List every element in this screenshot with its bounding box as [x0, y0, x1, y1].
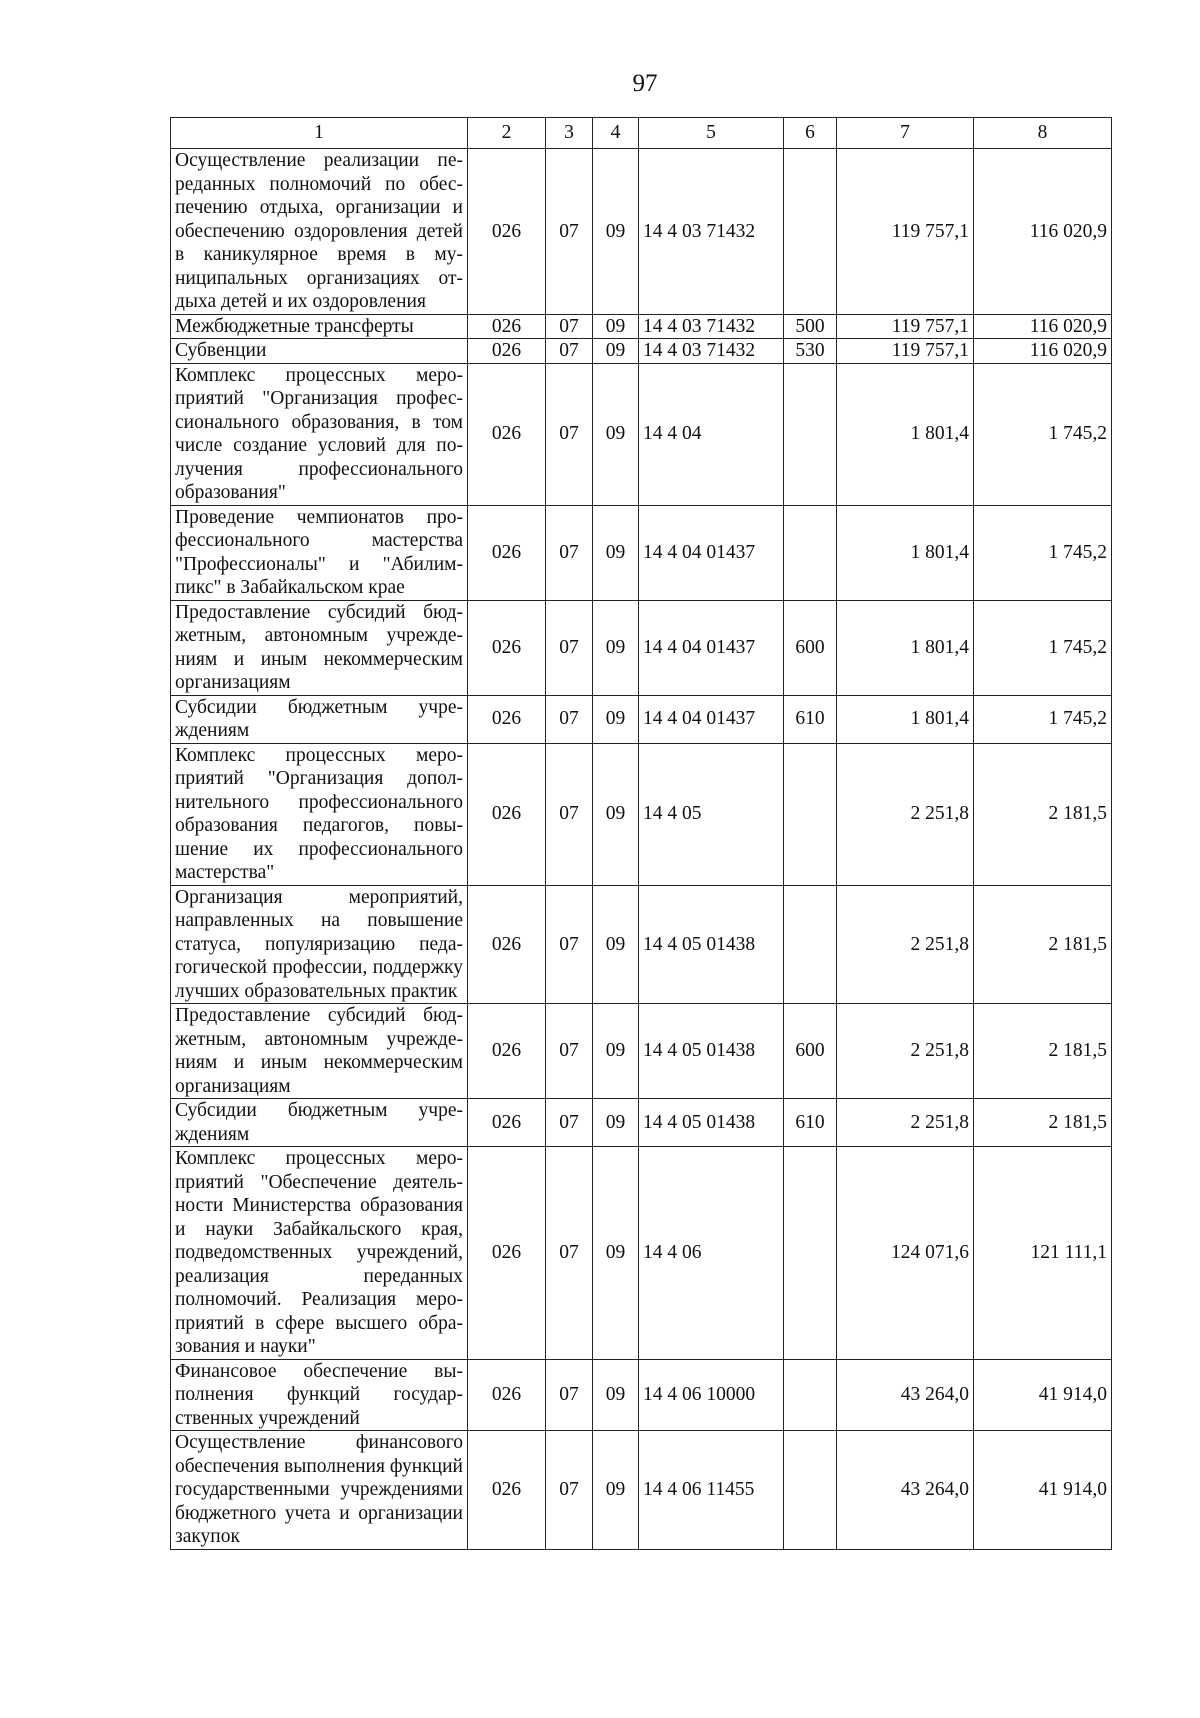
cell-ministry-code: 026 — [468, 314, 546, 339]
cell-subsection: 09 — [593, 363, 639, 505]
page-number: 97 — [632, 70, 658, 97]
header-cell: 4 — [593, 118, 639, 149]
cell-amount-year1: 1 801,4 — [837, 695, 974, 743]
cell-expense-type: 530 — [784, 339, 837, 364]
cell-amount-year1: 2 251,8 — [837, 1099, 974, 1147]
header-row — [171, 118, 1112, 149]
table-row — [171, 695, 1112, 743]
cell-expense-type — [784, 149, 837, 315]
cell-subsection: 09 — [593, 695, 639, 743]
table-row — [171, 339, 1112, 364]
cell-name: Субсидии бюджетным учреждениям — [171, 695, 468, 743]
cell-amount-year2: 41 914,0 — [974, 1359, 1112, 1431]
cell-amount-year1: 119 757,1 — [837, 149, 974, 315]
cell-name: Комплекс процессных мероприятий "Обеспечение деятельности Министерства образования и науки Забайкальского края, подведомственных учреждений, реализация переданных полномочий. Реализация мероприятий в сфере высшего образования и науки" — [171, 1147, 468, 1360]
cell-ministry-code: 026 — [468, 1147, 546, 1360]
cell-expense-type — [784, 1359, 837, 1431]
cell-amount-year2: 121 111,1 — [974, 1147, 1112, 1360]
cell-amount-year1: 1 801,4 — [837, 505, 974, 600]
cell-section: 07 — [546, 1359, 593, 1431]
cell-amount-year1: 43 264,0 — [837, 1431, 974, 1550]
table-row — [171, 1099, 1112, 1147]
cell-ministry-code: 026 — [468, 1004, 546, 1099]
table-row — [171, 600, 1112, 695]
cell-amount-year1: 1 801,4 — [837, 363, 974, 505]
header-cell: 5 — [639, 118, 784, 149]
cell-expense-type: 600 — [784, 600, 837, 695]
cell-expense-type: 610 — [784, 695, 837, 743]
cell-amount-year2: 116 020,9 — [974, 149, 1112, 315]
cell-expense-type — [784, 1431, 837, 1550]
cell-section: 07 — [546, 339, 593, 364]
cell-ministry-code: 026 — [468, 885, 546, 1004]
cell-name: Организация мероприятий, направленных на повышение статуса, популяризацию педагогической профессии, поддержку лучших образовательных практик — [171, 885, 468, 1004]
cell-subsection: 09 — [593, 1099, 639, 1147]
cell-expense-type — [784, 885, 837, 1004]
cell-name: Проведение чемпионатов профессионального мастерства "Профессионалы" и "Абилимпикс" в Забайкальском крае — [171, 505, 468, 600]
cell-amount-year2: 2 181,5 — [974, 743, 1112, 885]
cell-expense-type — [784, 505, 837, 600]
cell-amount-year2: 41 914,0 — [974, 1431, 1112, 1550]
header-cell: 1 — [171, 118, 468, 149]
cell-amount-year2: 1 745,2 — [974, 363, 1112, 505]
cell-amount-year1: 124 071,6 — [837, 1147, 974, 1360]
cell-target-article: 14 4 05 01438 — [639, 1099, 784, 1147]
cell-expense-type — [784, 743, 837, 885]
cell-expense-type: 500 — [784, 314, 837, 339]
cell-amount-year1: 43 264,0 — [837, 1359, 974, 1431]
cell-name: Комплекс процессных мероприятий "Организация профессионального образования, в том числе создание условий для получения профессионального образования" — [171, 363, 468, 505]
table-row — [171, 1147, 1112, 1360]
cell-subsection: 09 — [593, 149, 639, 315]
cell-section: 07 — [546, 695, 593, 743]
cell-amount-year1: 119 757,1 — [837, 339, 974, 364]
cell-amount-year1: 2 251,8 — [837, 743, 974, 885]
cell-expense-type: 610 — [784, 1099, 837, 1147]
cell-ministry-code: 026 — [468, 743, 546, 885]
cell-ministry-code: 026 — [468, 505, 546, 600]
cell-expense-type — [784, 363, 837, 505]
cell-target-article: 14 4 04 — [639, 363, 784, 505]
cell-target-article: 14 4 06 11455 — [639, 1431, 784, 1550]
cell-subsection: 09 — [593, 1431, 639, 1550]
cell-amount-year1: 2 251,8 — [837, 1004, 974, 1099]
cell-ministry-code: 026 — [468, 1099, 546, 1147]
cell-section: 07 — [546, 885, 593, 1004]
cell-target-article: 14 4 05 01438 — [639, 1004, 784, 1099]
table-row — [171, 314, 1112, 339]
cell-subsection: 09 — [593, 1147, 639, 1360]
cell-expense-type: 600 — [784, 1004, 837, 1099]
cell-name: Предоставление субсидий бюджетным, автономным учреждениям и иным некоммерческим организациям — [171, 1004, 468, 1099]
cell-target-article: 14 4 03 71432 — [639, 339, 784, 364]
cell-subsection: 09 — [593, 1359, 639, 1431]
cell-amount-year1: 2 251,8 — [837, 885, 974, 1004]
cell-name: Предоставление субсидий бюджетным, автономным учреждениям и иным некоммерческим организациям — [171, 600, 468, 695]
cell-amount-year2: 1 745,2 — [974, 600, 1112, 695]
cell-amount-year2: 1 745,2 — [974, 505, 1112, 600]
cell-target-article: 14 4 04 01437 — [639, 505, 784, 600]
cell-ministry-code: 026 — [468, 1359, 546, 1431]
table-row — [171, 885, 1112, 1004]
cell-expense-type — [784, 1147, 837, 1360]
header-cell: 6 — [784, 118, 837, 149]
cell-section: 07 — [546, 743, 593, 885]
table-row — [171, 505, 1112, 600]
cell-target-article: 14 4 06 — [639, 1147, 784, 1360]
cell-section: 07 — [546, 149, 593, 315]
cell-subsection: 09 — [593, 1004, 639, 1099]
cell-target-article: 14 4 03 71432 — [639, 314, 784, 339]
cell-amount-year2: 116 020,9 — [974, 314, 1112, 339]
table-row — [171, 149, 1112, 315]
table-row — [171, 1004, 1112, 1099]
cell-subsection: 09 — [593, 339, 639, 364]
table-row — [171, 1431, 1112, 1550]
cell-subsection: 09 — [593, 314, 639, 339]
header-cell: 8 — [974, 118, 1112, 149]
cell-amount-year2: 2 181,5 — [974, 1004, 1112, 1099]
cell-section: 07 — [546, 1099, 593, 1147]
cell-subsection: 09 — [593, 600, 639, 695]
table-row — [171, 1359, 1112, 1431]
cell-ministry-code: 026 — [468, 149, 546, 315]
table-body — [171, 149, 1112, 1550]
cell-section: 07 — [546, 1147, 593, 1360]
cell-amount-year2: 116 020,9 — [974, 339, 1112, 364]
cell-name: Межбюджетные трансферты — [171, 314, 468, 339]
cell-name: Субвенции — [171, 339, 468, 364]
cell-amount-year2: 1 745,2 — [974, 695, 1112, 743]
cell-target-article: 14 4 06 10000 — [639, 1359, 784, 1431]
cell-target-article: 14 4 05 01438 — [639, 885, 784, 1004]
cell-section: 07 — [546, 505, 593, 600]
cell-ministry-code: 026 — [468, 363, 546, 505]
cell-target-article: 14 4 05 — [639, 743, 784, 885]
cell-section: 07 — [546, 1004, 593, 1099]
cell-section: 07 — [546, 314, 593, 339]
cell-amount-year1: 119 757,1 — [837, 314, 974, 339]
header-cell: 7 — [837, 118, 974, 149]
cell-ministry-code: 026 — [468, 1431, 546, 1550]
table-row — [171, 363, 1112, 505]
cell-target-article: 14 4 03 71432 — [639, 149, 784, 315]
cell-subsection: 09 — [593, 743, 639, 885]
cell-name: Финансовое обеспечение выполнения функций государственных учреждений — [171, 1359, 468, 1431]
cell-section: 07 — [546, 1431, 593, 1550]
cell-name: Осуществление реализации переданных полномочий по обеспечению отдыха, организации и обеспечению оздоровления детей в каникулярное время в муниципальных организациях отдыха детей и их оздоровления — [171, 149, 468, 315]
cell-section: 07 — [546, 363, 593, 505]
cell-target-article: 14 4 04 01437 — [639, 695, 784, 743]
cell-ministry-code: 026 — [468, 695, 546, 743]
cell-ministry-code: 026 — [468, 600, 546, 695]
cell-amount-year2: 2 181,5 — [974, 885, 1112, 1004]
cell-target-article: 14 4 04 01437 — [639, 600, 784, 695]
cell-subsection: 09 — [593, 505, 639, 600]
cell-ministry-code: 026 — [468, 339, 546, 364]
budget-table — [170, 117, 1112, 1550]
cell-amount-year1: 1 801,4 — [837, 600, 974, 695]
table-row — [171, 743, 1112, 885]
cell-amount-year2: 2 181,5 — [974, 1099, 1112, 1147]
header-cell: 3 — [546, 118, 593, 149]
cell-section: 07 — [546, 600, 593, 695]
cell-name: Осуществление финансового обеспечения выполнения функций государственными учреждениями бюджетного учета и организации закупок — [171, 1431, 468, 1550]
header-cell: 2 — [468, 118, 546, 149]
cell-name: Комплекс процессных мероприятий "Организация дополнительного профессионального образования педагогов, повышение их профессионального мастерства" — [171, 743, 468, 885]
cell-name: Субсидии бюджетным учреждениям — [171, 1099, 468, 1147]
cell-subsection: 09 — [593, 885, 639, 1004]
